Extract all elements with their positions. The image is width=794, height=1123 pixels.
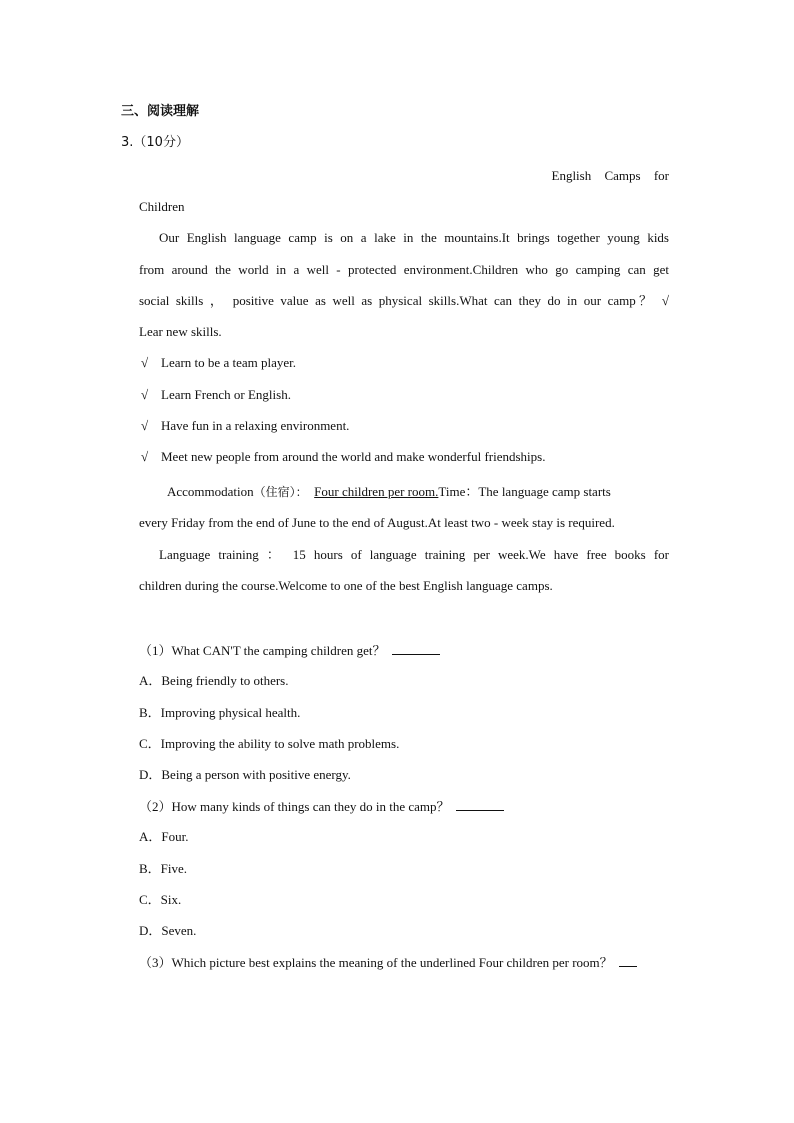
paragraph-1-line-1: Our English language camp is on a lake in the mountains.It brings together young kids bbox=[159, 230, 669, 245]
q1-option-a: A．Being friendly to others. bbox=[139, 673, 289, 688]
q2-prompt: （2）How many kinds of things can they do in the camp？ bbox=[139, 799, 450, 814]
accommodation-line bbox=[167, 484, 611, 500]
bullet-text: Have fun in a relaxing environment. bbox=[161, 418, 350, 433]
bullet-text: Learn French or English. bbox=[161, 387, 291, 402]
q1-option-d: D．Being a person with positive energy. bbox=[139, 767, 351, 782]
q1-option-b: B．Improving physical health. bbox=[139, 705, 301, 720]
q1-answer-blank[interactable] bbox=[392, 642, 440, 655]
paragraph-1-line-4: Lear new skills. bbox=[139, 324, 222, 339]
language-training-line-2: children during the course.Welcome to one of the best English language camps. bbox=[139, 578, 553, 593]
q2-option-c: C．Six. bbox=[139, 892, 182, 907]
language-training-line-1: Language training ： 15 hours of language training per week.We have free books for bbox=[159, 547, 669, 562]
check-icon: √ bbox=[141, 418, 149, 433]
accommodation-line-2: every Friday from the end of June to the end of August.At least two - week stay is required. bbox=[139, 515, 615, 530]
bullet-item bbox=[141, 355, 296, 371]
q1-option-c: C．Improving the ability to solve math problems. bbox=[139, 736, 400, 751]
accommodation-cn: （住宿）： bbox=[253, 485, 308, 499]
paragraph-1-line-2: from around the world in a well - protected environment.Children who go camping can get bbox=[139, 262, 669, 277]
accommodation-label: Accommodation bbox=[167, 484, 254, 499]
bullet-item bbox=[141, 418, 349, 434]
q3-prompt: （3）Which picture best explains the meaning of the underlined Four children per room？ bbox=[139, 955, 613, 970]
q2-option-d: D．Seven. bbox=[139, 923, 197, 938]
q2-answer-blank[interactable] bbox=[456, 798, 504, 811]
question-number: 3.（10分） bbox=[121, 135, 189, 150]
passage-title-line2: Children bbox=[139, 199, 185, 214]
q2-option-a: A．Four. bbox=[139, 829, 189, 844]
bullet-text: Meet new people from around the world and make wonderful friendships. bbox=[161, 449, 546, 464]
q1-prompt: （1）What CAN'T the camping children get？ bbox=[139, 643, 386, 658]
section-title: 三、阅读理解 bbox=[121, 104, 200, 119]
q3-prompt-line bbox=[139, 954, 637, 971]
time-text: Time：The language camp starts bbox=[438, 484, 611, 499]
underlined-phrase: Four children per room. bbox=[314, 484, 439, 499]
passage-title-line1: English Camps for bbox=[551, 168, 669, 183]
paragraph-1-line-3: social skills ， positive value as well as physical skills.What can they do in our camp？ √ bbox=[139, 293, 669, 308]
check-icon: √ bbox=[141, 387, 149, 402]
q2-prompt-line bbox=[139, 798, 504, 815]
bullet-item bbox=[141, 449, 545, 465]
q3-answer-blank[interactable] bbox=[619, 954, 637, 967]
check-icon: √ bbox=[141, 355, 149, 370]
bullet-item bbox=[141, 387, 291, 403]
q2-option-b: B．Five. bbox=[139, 861, 188, 876]
q1-prompt-line bbox=[139, 642, 440, 659]
bullet-text: Learn to be a team player. bbox=[161, 355, 296, 370]
check-icon: √ bbox=[141, 449, 149, 464]
